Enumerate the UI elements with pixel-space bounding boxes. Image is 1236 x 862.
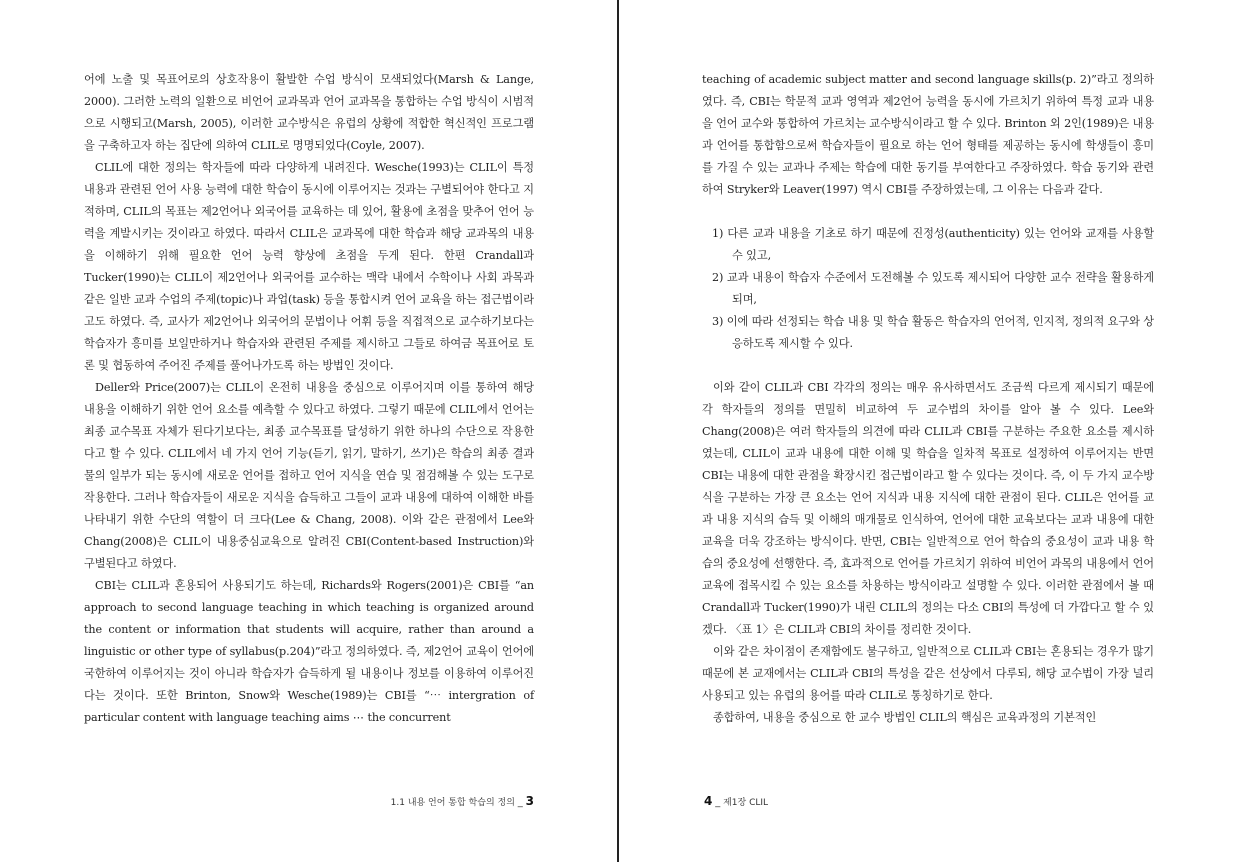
right-page-body bbox=[702, 69, 1154, 729]
paragraph: 이와 같은 차이점이 존재함에도 불구하고, 일반적으로 CLIL과 CBI는 혼용되는 경우가 많기 때문에 본 교재에서는 CLIL과 CBI의 특성을 같은 선상에서 다루되, 해당 교수법이 가장 널리 사용되고 있는 유럽의 용어를 따라 CLIL로 통칭하기로 한다. bbox=[702, 645, 1154, 702]
left-page bbox=[0, 0, 617, 862]
left-page-footer bbox=[391, 794, 534, 808]
right-page bbox=[620, 0, 1236, 862]
paragraph: 어에 노출 및 목표어로의 상호작용이 활발한 수업 방식이 모색되었다(Marsh & Lange, 2000). 그러한 노력의 일환으로 비언어 교과목과 언어 교과목을 통합하는 수업 방식이 시범적으로 시행되고(Marsh, 2005), 이러한 교수방식은 유럽의 상황에 적합한 혁신적인 프로그램을 구축하고자 하는 집단에 의하여 CLIL로 명명되었다(Coyle, 2007). bbox=[84, 73, 534, 152]
right-page-footer bbox=[704, 794, 768, 808]
paragraph: CLIL에 대한 정의는 학자들에 따라 다양하게 내려진다. Wesche(1993)는 CLIL이 특정 내용과 관련된 언어 사용 능력에 대한 학습이 동시에 이루어지는 것과는 구별되어야 한다고 지적하며, CLIL의 목표는 제2언어나 외국어를 교육하는 데 있어, 활용에 초점을 맞추어 언어 능력을 계발시키는 것이라고 하였다. 따라서 CLIL은 교과목에 대한 학습과 해당 교과목의 내용을 이해하기 위해 필요한 언어 능력 향상에 초점을 두게 된다. 한편 Crandall과 Tucker(1990)는 CLIL이 제2언어나 외국어를 교수하는 맥락 내에서 수학이나 사회 과목과 같은 일반 교과 수업의 주제(topic)나 과업(task) 등을 통합시켜 언어 교육을 하는 접근법이라고도 하였다. 즉, 교사가 제2언어나 외국어의 문법이나 어휘 등을 직접적으로 교수하기보다는 학습자가 흥미를 보일만하거나 학습자와 관련된 주제를 제시하고 그들로 하여금 목표어로 토론 및 협동하여 주어진 주제를 풀어나가도록 하는 방법인 것이다. bbox=[84, 161, 534, 372]
footer-separator: _ bbox=[715, 797, 721, 808]
list-item: 1) 다른 교과 내용을 기초로 하기 때문에 진정성(authenticity) 있는 언어와 교재를 사용할 수 있고, bbox=[712, 227, 1154, 262]
paragraph: CBI는 CLIL과 혼용되어 사용되기도 하는데, Richards와 Rogers(2001)은 CBI를 “an approach to second language teaching in which teaching is organized around the content or information that students will acquire, rather than around a linguistic or other type of syllabus(p.204)”라고 정의하였다. 즉, 제2언어 교육이 언어에 국한하여 이루어지는 것이 아니라 학습자가 습득하게 될 내용이나 정보를 이용하여 이루어진다는 것이다. 또한 Brinton, Snow와 Wesche(1989)는 CBI를 “⋯ intergration of particular content with language teaching aims ⋯ the concurrent bbox=[84, 579, 534, 724]
paragraph: 종합하여, 내용을 중심으로 한 교수 방법인 CLIL의 핵심은 교육과정의 기본적인 bbox=[713, 711, 1097, 724]
list-item: 3) 이에 따라 선정되는 학습 내용 및 학습 활동은 학습자의 언어적, 인지적, 정의적 요구와 상응하도록 제시할 수 있다. bbox=[712, 315, 1154, 350]
spacer bbox=[702, 201, 1154, 223]
page-number: 3 bbox=[525, 794, 534, 808]
page-divider bbox=[617, 0, 619, 862]
section-number: 1.1 bbox=[390, 798, 405, 808]
page-number: 4 bbox=[704, 794, 713, 808]
chapter-title: CLIL bbox=[749, 798, 769, 808]
left-page-body bbox=[84, 69, 534, 729]
reasons-list bbox=[702, 223, 1154, 355]
paragraph: 이와 같이 CLIL과 CBI 각각의 정의는 매우 유사하면서도 조금씩 다르게 제시되기 때문에 각 학자들의 정의를 면밀히 비교하여 두 교수법의 차이를 알아 볼 수 있다. Lee와 Chang(2008)은 여러 학자들의 의견에 따라 CLIL과 CBI를 구분하는 주요한 요소를 제시하였는데, CLIL이 교과 내용에 대한 이해 및 학습을 일차적 목표로 설정하여 이루어지는 반면 CBI는 내용에 대한 관점을 확장시킨 접근법이라고 할 수 있다는 것이다. 즉, 이 두 가지 교수방식을 구분하는 가장 큰 요소는 언어 지식과 내용 지식에 대한 관점이 된다. CLIL은 언어를 교과 내용 지식의 습득 및 이해의 매개물로 인식하여, 언어에 대한 교육보다는 교과 내용에 대한 교육을 더욱 강조하는 방식이다. 반면, CBI는 일반적으로 언어 학습의 중요성이 교과 내용 학습의 중요성에 선행한다. 즉, 효과적으로 언어를 가르치기 위하여 비언어 과목의 내용에서 언어 교육에 접목시킬 수 있는 요소를 차용하는 방식이라고 설명할 수 있다. 이러한 관점에서 볼 때 Crandall과 Tucker(1990)가 내린 CLIL의 정의는 다소 CBI의 특성에 더 가깝다고 할 수 있겠다. 〈표 1〉은 CLIL과 CBI의 차이를 정리한 것이다. bbox=[702, 381, 1154, 636]
footer-separator: _ bbox=[517, 797, 523, 808]
chapter-label: 제1장 bbox=[723, 798, 747, 808]
paragraph: Deller와 Price(2007)는 CLIL이 온전히 내용을 중심으로 이루어지며 이를 통하여 해당 내용을 이해하기 위한 언어 요소를 예측할 수 있다고 하였다. 그렇기 때문에 CLIL에서 언어는 최종 교수목표 자체가 된다기보다는, 최종 교수목표를 달성하기 위한 하나의 수단으로 작용한다고 할 수 있다. CLIL에서 네 가지 언어 기능(듣기, 읽기, 말하기, 쓰기)은 학습의 최종 결과물의 일부가 되는 동시에 새로운 언어를 접하고 언어 지식을 연습 및 점검해볼 수 있는 도구로 작용한다. 그러나 학습자들이 새로운 지식을 습득하고 그들이 교과 내용에 대하여 이해한 바를 나타내기 위한 수단의 역할이 더 크다(Lee & Chang, 2008). 이와 같은 관점에서 Lee와 Chang(2008)은 CLIL이 내용중심교육으로 알려진 CBI(Content-based Instruction)와 구별된다고 하였다. bbox=[84, 381, 534, 570]
section-title: 내용 언어 통합 학습의 정의 bbox=[407, 798, 515, 808]
paragraph: teaching of academic subject matter and second language skills(p. 2)”라고 정의하였다. 즉, CBI는 학문적 교과 영역과 제2언어 능력을 동시에 가르치기 위하여 특정 교과 내용을 언어 교수와 통합하여 가르치는 교수방식이라고 할 수 있다. Brinton 외 2인(1989)은 내용과 언어를 통합함으로써 학습자들이 필요로 하는 언어 형태를 제공하는 동시에 학생들이 흥미를 가질 수 있는 교과나 주제는 학습에 대한 동기를 부여한다고 주장하였다. 학습 동기와 관련하여 Stryker와 Leaver(1997) 역시 CBI를 주장하였는데, 그 이유는 다음과 같다. bbox=[702, 73, 1154, 196]
spacer bbox=[702, 355, 1154, 377]
list-item: 2) 교과 내용이 학습자 수준에서 도전해볼 수 있도록 제시되어 다양한 교수 전략을 활용하게 되며, bbox=[712, 271, 1154, 306]
